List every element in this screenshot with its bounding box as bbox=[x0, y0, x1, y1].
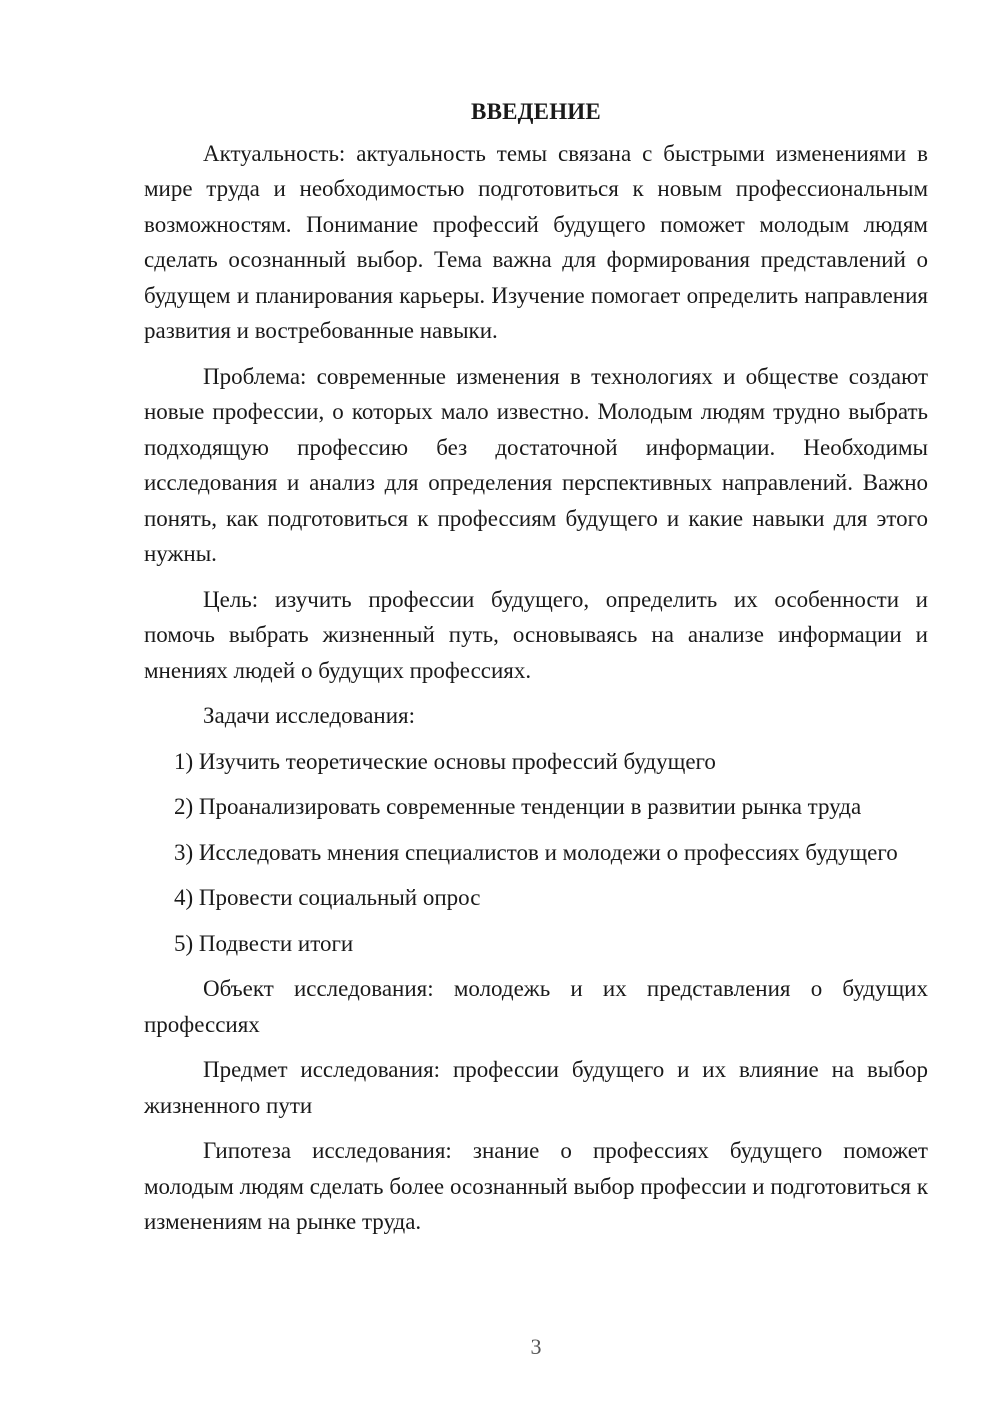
object-paragraph: Объект исследования: молодежь и их представления о будущих профессиях bbox=[144, 976, 928, 1037]
problem-paragraph: Проблема: современные изменения в технологиях и обществе создают новые профессии, о которых мало известно. Молодым людям трудно выбрать подходящую профессию без достаточной информации. Необходимы исследования и анализ для определения перспективных направлений. Важно понять, как подготовиться к профессиям будущего и какие навыки для этого нужны. bbox=[144, 363, 928, 566]
task-item: 5) Подвести итоги bbox=[174, 930, 354, 956]
page-number: 3 bbox=[530, 1334, 542, 1359]
task-item: 3) Исследовать мнения специалистов и молодежи о профессиях будущего bbox=[174, 839, 898, 865]
section-title: ВВЕДЕНИЕ bbox=[471, 99, 601, 124]
tasks-heading: Задачи исследования: bbox=[203, 703, 416, 728]
goal-paragraph: Цель: изучить профессии будущего, определить их особенности и помочь выбрать жизненный путь, основываясь на анализе информации и мнениях людей о будущих профессиях. bbox=[144, 586, 928, 683]
relevance-paragraph: Актуальность: актуальность темы связана с быстрыми изменениями в мире труда и необходимостью подготовиться к новым профессиональным возможностям. Понимание профессий будущего поможет молодым людям сделать осознанный выбор. Тема важна для формирования представлений о будущем и планирования карьеры. Изучение помогает определить направления развития и востребованные навыки. bbox=[144, 140, 928, 343]
hypothesis-paragraph: Гипотеза исследования: знание о профессиях будущего поможет молодым людям сделать более осознанный выбор профессии и подготовиться к изменениям на рынке труда. bbox=[144, 1138, 928, 1234]
task-item: 4) Провести социальный опрос bbox=[174, 885, 481, 910]
task-item: 2) Проанализировать современные тенденции в развитии рынка труда bbox=[174, 794, 862, 819]
page-content bbox=[144, 94, 928, 1250]
task-item: 1) Изучить теоретические основы профессий будущего bbox=[174, 748, 716, 774]
subject-paragraph: Предмет исследования: профессии будущего и их влияние на выбор жизненного пути bbox=[144, 1057, 928, 1118]
